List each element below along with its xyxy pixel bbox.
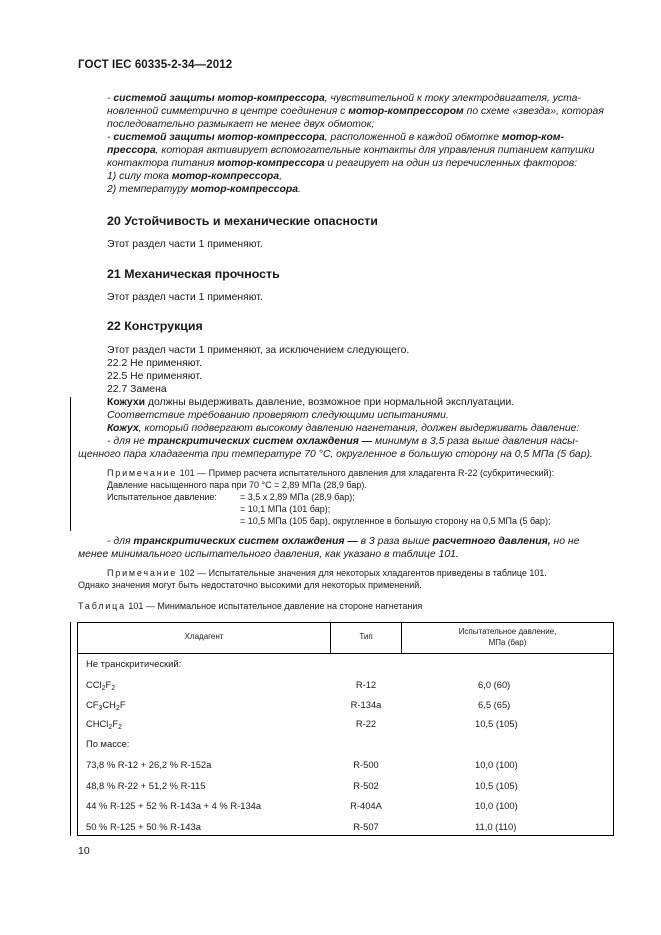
section-21-title: 21 Механическая прочность	[107, 267, 280, 281]
term: транскритических систем охлаждения —	[147, 436, 373, 447]
term: системой защиты мотор-компрессора	[113, 132, 325, 143]
term: мотор-компрессором	[348, 106, 464, 117]
note-102-line-2: Однако значения могут быть недостаточно высокими для некоторых применений.	[78, 580, 422, 590]
section-22-text: Этот раздел части 1 применяют, за исключением следующего.	[107, 345, 410, 356]
subscript: 2	[115, 705, 120, 712]
text-run: 1) силу тока	[107, 171, 172, 182]
term: прессора	[107, 145, 156, 156]
text-run: в 3 раза выше	[357, 536, 433, 547]
subscript: 2	[111, 685, 116, 692]
type-cell: R-507	[353, 821, 379, 832]
non-trans-line-1	[107, 435, 578, 448]
text-run: - для	[107, 536, 134, 547]
header-pressure-2: МПа (бар)	[488, 638, 527, 647]
table-caption	[78, 600, 422, 612]
note-101-line-2: Давление насыщенного пара при 70 °С = 2,89 МПа (28,9 бар).	[107, 480, 367, 490]
note-101-line-4: = 10,1 МПа (101 бар);	[240, 504, 331, 514]
intro-line-6	[107, 157, 577, 170]
term: мотор-компрессора	[171, 171, 280, 182]
type-cell: R-500	[353, 759, 379, 770]
text-run: но не	[550, 536, 580, 547]
header-pressure-1: Испытательное давление,	[458, 627, 557, 636]
section-22-title: 22 Конструкция	[107, 319, 203, 333]
text-run: 101 — Пример расчета испытательного давления для хладагента R-22 (субкритический):	[177, 468, 555, 478]
text-run: , которая активирует вспомогательные контакты для управления питанием катушки	[155, 145, 595, 156]
subscript: 3	[98, 705, 103, 712]
pressure-cell: 10,0 (100)	[475, 759, 518, 770]
type-cell: R-404A	[350, 800, 382, 811]
subscript: 2	[101, 685, 106, 692]
note-101-line-3a: Испытательное давление:	[107, 492, 217, 502]
text-run: 2) температуру	[107, 184, 191, 195]
change-bar-table	[70, 622, 71, 836]
group-non-transcritical: Не транскритический:	[86, 658, 182, 669]
text-run: .	[298, 184, 301, 195]
type-cell: R-134a	[350, 699, 382, 710]
text-run: по схеме «звезда», которая	[463, 106, 604, 117]
change-bar	[70, 397, 71, 531]
term: мотор-компрессора	[217, 158, 325, 169]
term: системой защиты мотор-компрессора	[113, 93, 325, 104]
pressure-cell: 10,5 (105)	[475, 780, 518, 791]
section-20-title: 20 Устойчивость и механические опасности	[107, 214, 378, 228]
mixture-name: 44 % R-125 + 52 % R-143a + 4 % R-134a	[86, 800, 262, 811]
section-20-text: Этот раздел части 1 применяют.	[107, 239, 263, 250]
text-run: F	[119, 699, 126, 710]
text-run: CCl	[86, 679, 102, 690]
text-run: контактора питания	[107, 158, 218, 169]
caption-label: Таблица	[78, 601, 126, 611]
pressure-cell: 6,0 (60)	[478, 679, 511, 690]
text-run: должны выдерживать давление, возможное при нормальной эксплуатации.	[145, 397, 515, 408]
page-number: 10	[78, 845, 90, 857]
note-102-line-1	[107, 567, 547, 579]
section-21-text: Этот раздел части 1 применяют.	[107, 292, 263, 303]
clause-22-7-text	[107, 396, 514, 409]
mixture-name: 50 % R-125 + 50 % R-143a	[86, 821, 201, 832]
text-run: и реагирует на один из перечисленных факторов:	[324, 158, 578, 169]
text-run: 102 — Испытательные значения для некоторых хладагентов приведены в таблице 101.	[177, 568, 547, 578]
text-run: CH	[102, 699, 116, 710]
clause-22-5: 22.5 Не применяют.	[107, 371, 202, 382]
list-item-1	[107, 170, 282, 183]
table-101	[77, 622, 614, 836]
type-cell: R-22	[355, 718, 377, 729]
text-run: , расположенной в каждой обмотке	[324, 132, 502, 143]
header-refrigerant: Хладагент	[184, 632, 224, 641]
mixture-name: 73,8 % R-12 + 26,2 % R-152a	[86, 759, 212, 770]
intro-line-2	[107, 105, 604, 118]
non-trans-line-2: щенного пара хладагента при температуре 70 °С, округленное в большую сторону на 0,5 МПа (5 бар).	[78, 449, 593, 460]
clause-22-2: 22.2 Не применяют.	[107, 358, 202, 369]
subscript: 2	[118, 724, 122, 731]
intro-line-1	[107, 92, 581, 105]
term: транскритических систем охлаждения —	[133, 536, 358, 547]
term: Кожух	[107, 423, 139, 434]
list-item-2	[107, 183, 301, 196]
pressure-cell: 6,5 (65)	[478, 699, 511, 710]
subscript: 2	[108, 724, 113, 731]
note-101-line-5: = 10,5 МПа (105 бар), округленное в большую сторону на 0,5 МПа (5 бар);	[240, 516, 551, 526]
intro-line-3: последовательно размыкает не менее двух обмоток;	[107, 119, 375, 130]
term: Кожухи	[107, 397, 145, 408]
type-cell: R-502	[353, 780, 379, 791]
text-run: , чувствительной к току электродвигателя, уста-	[324, 93, 581, 104]
text-run: , который подвергают высокому давлению нагнетания, должен выдерживать давление:	[138, 423, 580, 434]
term: расчетного давления,	[432, 536, 551, 547]
clause-22-7: 22.7 Замена	[107, 384, 167, 395]
formula-cf3ch2f	[86, 699, 126, 710]
term: мотор-ком-	[501, 132, 564, 143]
text-run: CHCl	[86, 718, 109, 729]
mixture-name: 48,8 % R-22 + 51,2 % R-115	[86, 780, 206, 791]
note-label: Примечание	[107, 468, 178, 478]
text-run: 101 — Минимальное испытательное давление на стороне нагнетания	[125, 601, 423, 611]
type-cell: R-12	[355, 679, 377, 690]
text-run: новленной симметрично в центре соединения с	[107, 106, 349, 117]
intro-line-5	[107, 144, 594, 157]
document-header: ГОСТ IEC 60335-2-34—2012	[78, 59, 233, 71]
note-label: Примечание	[107, 568, 178, 578]
trans-line-1	[107, 535, 579, 548]
text-run: ,	[279, 171, 282, 182]
text-run: F	[105, 679, 112, 690]
pressure-cell: 10,5 (105)	[475, 718, 518, 729]
casing-text	[107, 422, 579, 435]
trans-line-2: менее минимального испытательного давления, как указано в таблице 101.	[78, 549, 459, 560]
header-type: Тип	[359, 632, 373, 641]
text-run: -	[107, 132, 114, 143]
term: мотор-компрессора	[190, 184, 298, 195]
text-run: F	[112, 718, 119, 729]
text-run: -	[107, 93, 114, 104]
pressure-cell: 11,0 (110)	[475, 821, 517, 832]
intro-line-4	[107, 131, 564, 144]
formula-chcl2f2	[86, 718, 122, 729]
pressure-cell: 10,0 (100)	[475, 800, 518, 811]
compliance-text: Соответствие требованию проверяют следующими испытаниями.	[107, 410, 449, 421]
text-run: минимум в 3,5 раза выше давления насы-	[372, 436, 579, 447]
text-run: - для не	[107, 436, 148, 447]
group-by-mass: По массе:	[86, 738, 130, 749]
text-run: CF	[86, 699, 99, 710]
note-101-line-1	[107, 467, 554, 479]
note-101-line-3b: = 3,5 х 2,89 МПа (28,9 бар);	[240, 492, 355, 502]
formula-ccl2f2	[86, 679, 115, 690]
